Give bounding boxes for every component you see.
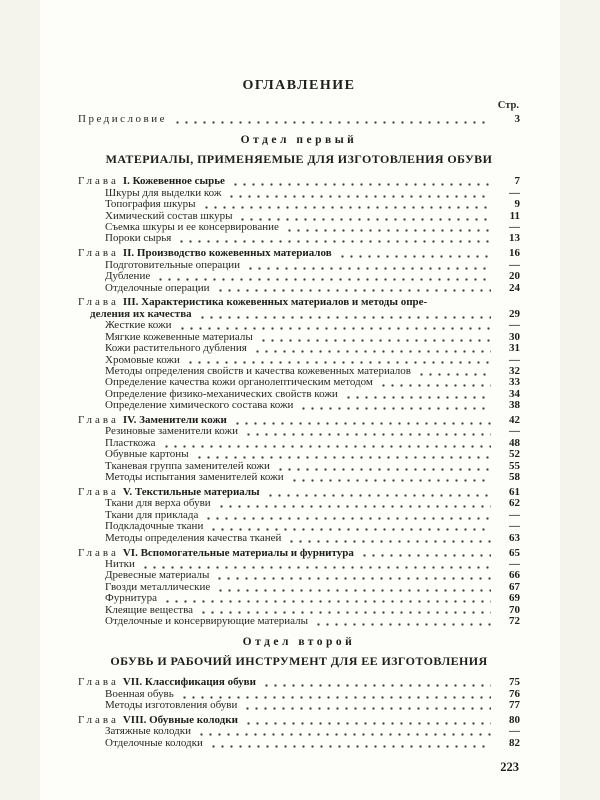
toc-entry-label: Ткани для верха обуви [105, 497, 211, 510]
dot-leader [262, 684, 491, 687]
page-number: 62 [509, 497, 520, 510]
dot-leader [216, 589, 491, 592]
page-number: 32 [509, 364, 520, 377]
toc-entry-label: Отделочные и консервирующие материалы [105, 614, 309, 627]
page-number: 3 [514, 113, 520, 125]
toc-sub-entry [78, 271, 520, 282]
toc-entry-label: Тканевая группа заменителей кожи [105, 459, 270, 472]
toc-sub-entry [78, 199, 520, 210]
chapter-title: V. Текстильные материалы [122, 485, 260, 498]
toc-entry-label: Отделочные операции [105, 281, 210, 294]
page-number: 29 [509, 307, 520, 320]
page-paper [40, 0, 560, 800]
toc-sub-entry [78, 521, 520, 532]
dot-leader [290, 479, 491, 482]
page-number: 70 [509, 603, 520, 616]
page-number: 34 [509, 387, 520, 400]
dot-leader [195, 456, 491, 459]
chapter-prefix: Глава [78, 546, 119, 559]
dot-leader [379, 384, 491, 387]
toc-entry-label: Химический состав шкуры [105, 209, 233, 222]
toc-entry-label: Топография шкуры [105, 198, 196, 211]
dot-leader [202, 206, 491, 209]
toc-sub-entry [78, 570, 520, 581]
dot-leader [338, 255, 491, 258]
toc-sub-entry [78, 593, 520, 604]
toc-entry-label: Обувные картоны [105, 448, 189, 461]
toc-entry-label: Методы изготовления обуви [105, 699, 238, 712]
dot-leader [178, 327, 491, 330]
page-number: — [509, 319, 520, 332]
dot-leader [233, 422, 491, 425]
dot-leader [199, 611, 491, 614]
page-number: — [509, 258, 520, 271]
dot-leader [287, 540, 491, 543]
chapter-prefix: Глава [78, 676, 119, 689]
toc-entry-label: Дубление [105, 270, 151, 283]
page-number: 77 [509, 699, 520, 712]
page-title: ОГЛАВЛЕНИЕ [242, 78, 356, 93]
toc-entry-label: Военная обувь [105, 687, 174, 700]
page-number: 30 [509, 330, 520, 343]
toc-chapter-entry [78, 548, 520, 559]
dot-leader [253, 350, 491, 353]
toc-entry-label: Определение физико-механических свойств кожи [105, 387, 338, 400]
page-number: 9 [514, 198, 520, 211]
toc-entry-label: Подкладочные ткани [105, 520, 204, 533]
dot-leader [216, 289, 491, 292]
page-number: — [509, 353, 520, 366]
toc-entries [78, 677, 520, 749]
section-heading: ОБУВЬ И РАБОЧИЙ ИНСТРУМЕНТ ДЛЯ ЕЕ ИЗГОТОВЛЕНИЯ [110, 654, 488, 669]
toc-entry-label: Шкуры для выделки кож [105, 186, 222, 199]
page-number: 66 [509, 569, 520, 582]
page-number: 76 [509, 687, 520, 700]
dot-leader [215, 577, 491, 580]
dot-leader [231, 183, 491, 186]
dot-leader [314, 623, 491, 626]
toc-sub-entry [78, 400, 520, 411]
dot-leader [276, 468, 491, 471]
page-number: 72 [509, 614, 520, 627]
toc-section-second [78, 636, 520, 749]
toc-entry-label: Жесткие кожи [105, 319, 172, 332]
page-number: 11 [509, 209, 520, 222]
toc-sub-entry [78, 320, 520, 331]
toc-entry-label: Ткани для приклада [105, 508, 199, 521]
page-number: 80 [509, 714, 520, 727]
page-number: 48 [509, 436, 520, 449]
dot-leader [244, 722, 491, 725]
chapter-title: VIII. Обувные колодки [122, 714, 238, 727]
toc-sub-entry [78, 738, 520, 749]
toc-entry-label: Кожи растительного дубления [105, 342, 247, 355]
toc-entry-label: Методы определения свойств и качества кожевенных материалов [105, 364, 411, 377]
toc-entry-label: Хромовые кожи [105, 353, 180, 366]
toc-entry-label: Пороки сырья [105, 232, 172, 245]
toc-entry-label: Подготовительные операции [105, 258, 240, 271]
toc-entry-label: Методы определения качества тканей [105, 531, 282, 544]
toc-entry-label: Мягкие кожевенные материалы [105, 330, 253, 343]
page-number: 82 [509, 736, 520, 749]
page-column-header: Стр. [497, 100, 519, 111]
toc-sub-entry [78, 233, 520, 244]
toc-sub-entry [78, 377, 520, 388]
preface-entry [78, 114, 520, 125]
toc-entry-label: Нитки [105, 557, 135, 570]
chapter-prefix: Глава [78, 714, 119, 727]
toc-sub-entry [78, 283, 520, 294]
chapter-title: VII. Классификация обуви [122, 676, 256, 689]
dot-leader [217, 505, 491, 508]
chapter-continuation-label: деления их качества [90, 307, 192, 320]
section-heading: МАТЕРИАЛЫ, ПРИМЕНЯЕМЫЕ ДЛЯ ИЗГОТОВЛЕНИЯ ОБУВИ [105, 152, 493, 167]
page-number: 65 [509, 546, 520, 559]
page-number: 20 [509, 270, 520, 283]
dot-leader [360, 554, 491, 557]
dot-leader [266, 494, 491, 497]
dot-leader [285, 229, 491, 232]
page-number: 52 [509, 448, 520, 461]
dot-leader [173, 121, 491, 124]
chapter-title: III. Характеристика кожевенных материалов и методы опре- [122, 296, 428, 309]
dot-leader [209, 528, 491, 531]
dot-leader [299, 407, 491, 410]
toc-entry-label: Древесные материалы [105, 569, 210, 582]
dot-leader [197, 733, 491, 736]
page-number: 33 [509, 376, 520, 389]
toc-entry-label: Определение качества кожи органолептическим методом [105, 376, 373, 389]
chapter-title: II. Производство кожевенных материалов [122, 247, 332, 260]
dot-leader [344, 396, 491, 399]
page-number: 63 [509, 531, 520, 544]
dot-leader [186, 361, 491, 364]
toc-sub-entry [78, 616, 520, 627]
folio-page-number: 223 [500, 760, 519, 775]
dot-leader [246, 267, 491, 270]
page-number: — [509, 725, 520, 738]
dot-leader [227, 195, 491, 198]
dot-leader [417, 373, 491, 376]
dot-leader [198, 316, 491, 319]
toc-entry-label: Методы испытания заменителей кожи [105, 471, 284, 484]
section-kicker: Отдел первый [240, 134, 358, 147]
dot-leader [156, 278, 491, 281]
toc-entry-label: Определение химического состава кожи [105, 399, 294, 412]
page-number: 38 [509, 399, 520, 412]
toc-entry-label: Резиновые заменители кожи [105, 425, 238, 438]
toc-sub-entry [78, 533, 520, 544]
page-number: 42 [509, 414, 520, 427]
page-number: 58 [509, 471, 520, 484]
toc-sub-entry [78, 449, 520, 460]
page-number: 55 [509, 459, 520, 472]
page-number: — [509, 557, 520, 570]
toc-entry-label: Пласткожа [105, 436, 156, 449]
chapter-title: VI. Вспомогательные материалы и фурнитура [122, 546, 354, 559]
toc-sub-entry [78, 472, 520, 483]
toc-entry-label: Клеящие вещества [105, 603, 194, 616]
chapter-title: IV. Заменители кожи [122, 414, 227, 427]
page-number: — [509, 425, 520, 438]
page-number: 31 [509, 342, 520, 355]
preface-label: Предисловие [78, 113, 167, 125]
toc-content [40, 0, 560, 775]
dot-leader [259, 339, 491, 342]
toc-entry-label: Гвозди металлические [105, 580, 211, 593]
chapter-prefix: Глава [78, 175, 119, 188]
dot-leader [243, 707, 491, 710]
page-number: 7 [514, 175, 520, 188]
toc-entries [78, 176, 520, 627]
dot-leader [204, 517, 491, 520]
page-number: 75 [509, 676, 520, 689]
toc-sub-entry [78, 343, 520, 354]
toc-entry-label: Затяжные колодки [105, 725, 191, 738]
section-kicker: Отдел второй [242, 636, 356, 649]
dot-leader [162, 445, 492, 448]
page-number: 67 [509, 580, 520, 593]
chapter-title: I. Кожевенное сырье [122, 175, 225, 188]
page-number: — [509, 221, 520, 234]
page-number: 61 [509, 485, 520, 498]
chapter-prefix: Глава [78, 414, 119, 427]
page-number: 16 [509, 247, 520, 260]
toc-entry-label: Отделочные колодки [105, 736, 203, 749]
dot-leader [244, 433, 491, 436]
toc-entry-label: Фурнитура [105, 592, 158, 605]
chapter-prefix: Глава [78, 247, 119, 260]
page-number: 24 [509, 281, 520, 294]
chapter-prefix: Глава [78, 296, 119, 309]
toc-section-first [78, 134, 520, 627]
toc-entry-label: Съемка шкуры и ее консервирование [105, 221, 279, 234]
page-number: 13 [509, 232, 520, 245]
dot-leader [163, 600, 491, 603]
page-number: — [509, 508, 520, 521]
page-number: — [509, 186, 520, 199]
chapter-prefix: Глава [78, 485, 119, 498]
page-number: 69 [509, 592, 520, 605]
page-number: — [509, 520, 520, 533]
toc-sub-entry [78, 700, 520, 711]
dot-leader [177, 240, 491, 243]
dot-leader [209, 745, 491, 748]
